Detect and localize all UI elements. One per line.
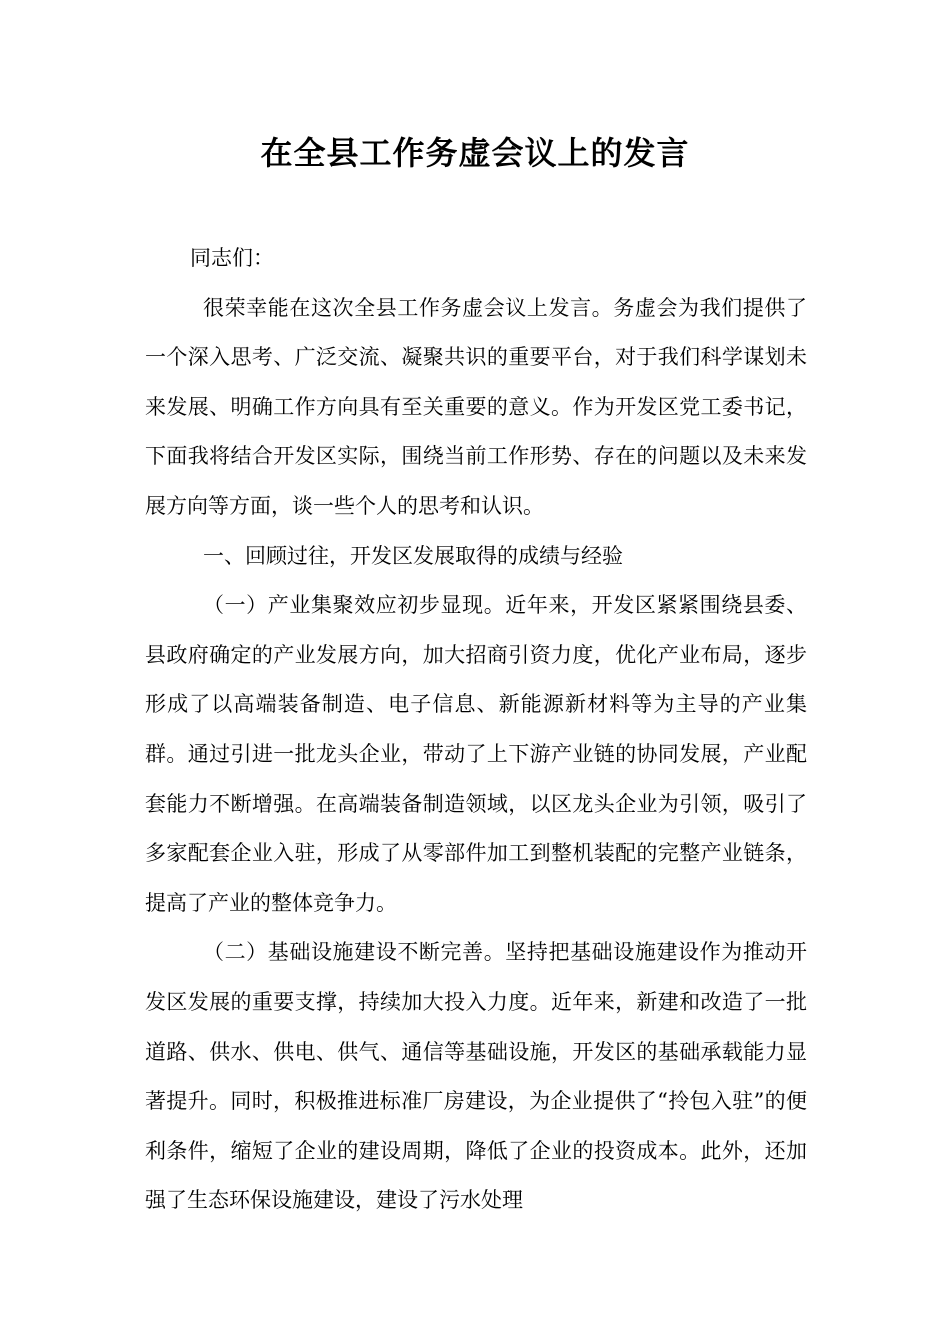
subsection-paragraph-2: （二）基础设施建设不断完善。坚持把基础设施建设作为推动开发区发展的重要支撑，持续加大投入力度。近年来，新建和改造了一批道路、供水、供电、供气、通信等基础设施，开发区的基础承载能力显著提升。同时，积极推进标准厂房建设，为企业提供了“拎包入驻”的便利条件，缩短了企业的建设周期，降低了企业的投资成本。此外，还加强了生态环保设施建设，建设了污水处理 (145, 940, 807, 1213)
section-heading-1: 一、回顾过往，开发区发展取得的成绩与经验 (203, 543, 623, 568)
document-body (145, 234, 807, 1226)
intro-paragraph: 很荣幸能在这次全县工作务虚会议上发言。务虚会为我们提供了一个深入思考、广泛交流、凝聚共识的重要平台，对于我们科学谋划未来发展、明确工作方向具有至关重要的意义。作为开发区党工委书记，下面我将结合开发区实际，围绕当前工作形势、存在的问题以及未来发展方向等方面，谈一些个人的思考和认识。 (145, 295, 807, 518)
salutation: 同志们： (190, 246, 274, 270)
document-title: 在全县工作务虚会议上的发言 (260, 134, 690, 172)
subsection-paragraph-1: （一）产业集聚效应初步显现。近年来，开发区紧紧围绕县委、县政府确定的产业发展方向，加大招商引资力度，优化产业布局，逐步形成了以高端装备制造、电子信息、新能源新材料等为主导的产业集群。通过引进一批龙头企业，带动了上下游产业链的协同发展，产业配套能力不断增强。在高端装备制造领域，以区龙头企业为引领，吸引了多家配套企业入驻，形成了从零部件加工到整机装配的完整产业链条，提高了产业的整体竞争力。 (145, 593, 807, 915)
